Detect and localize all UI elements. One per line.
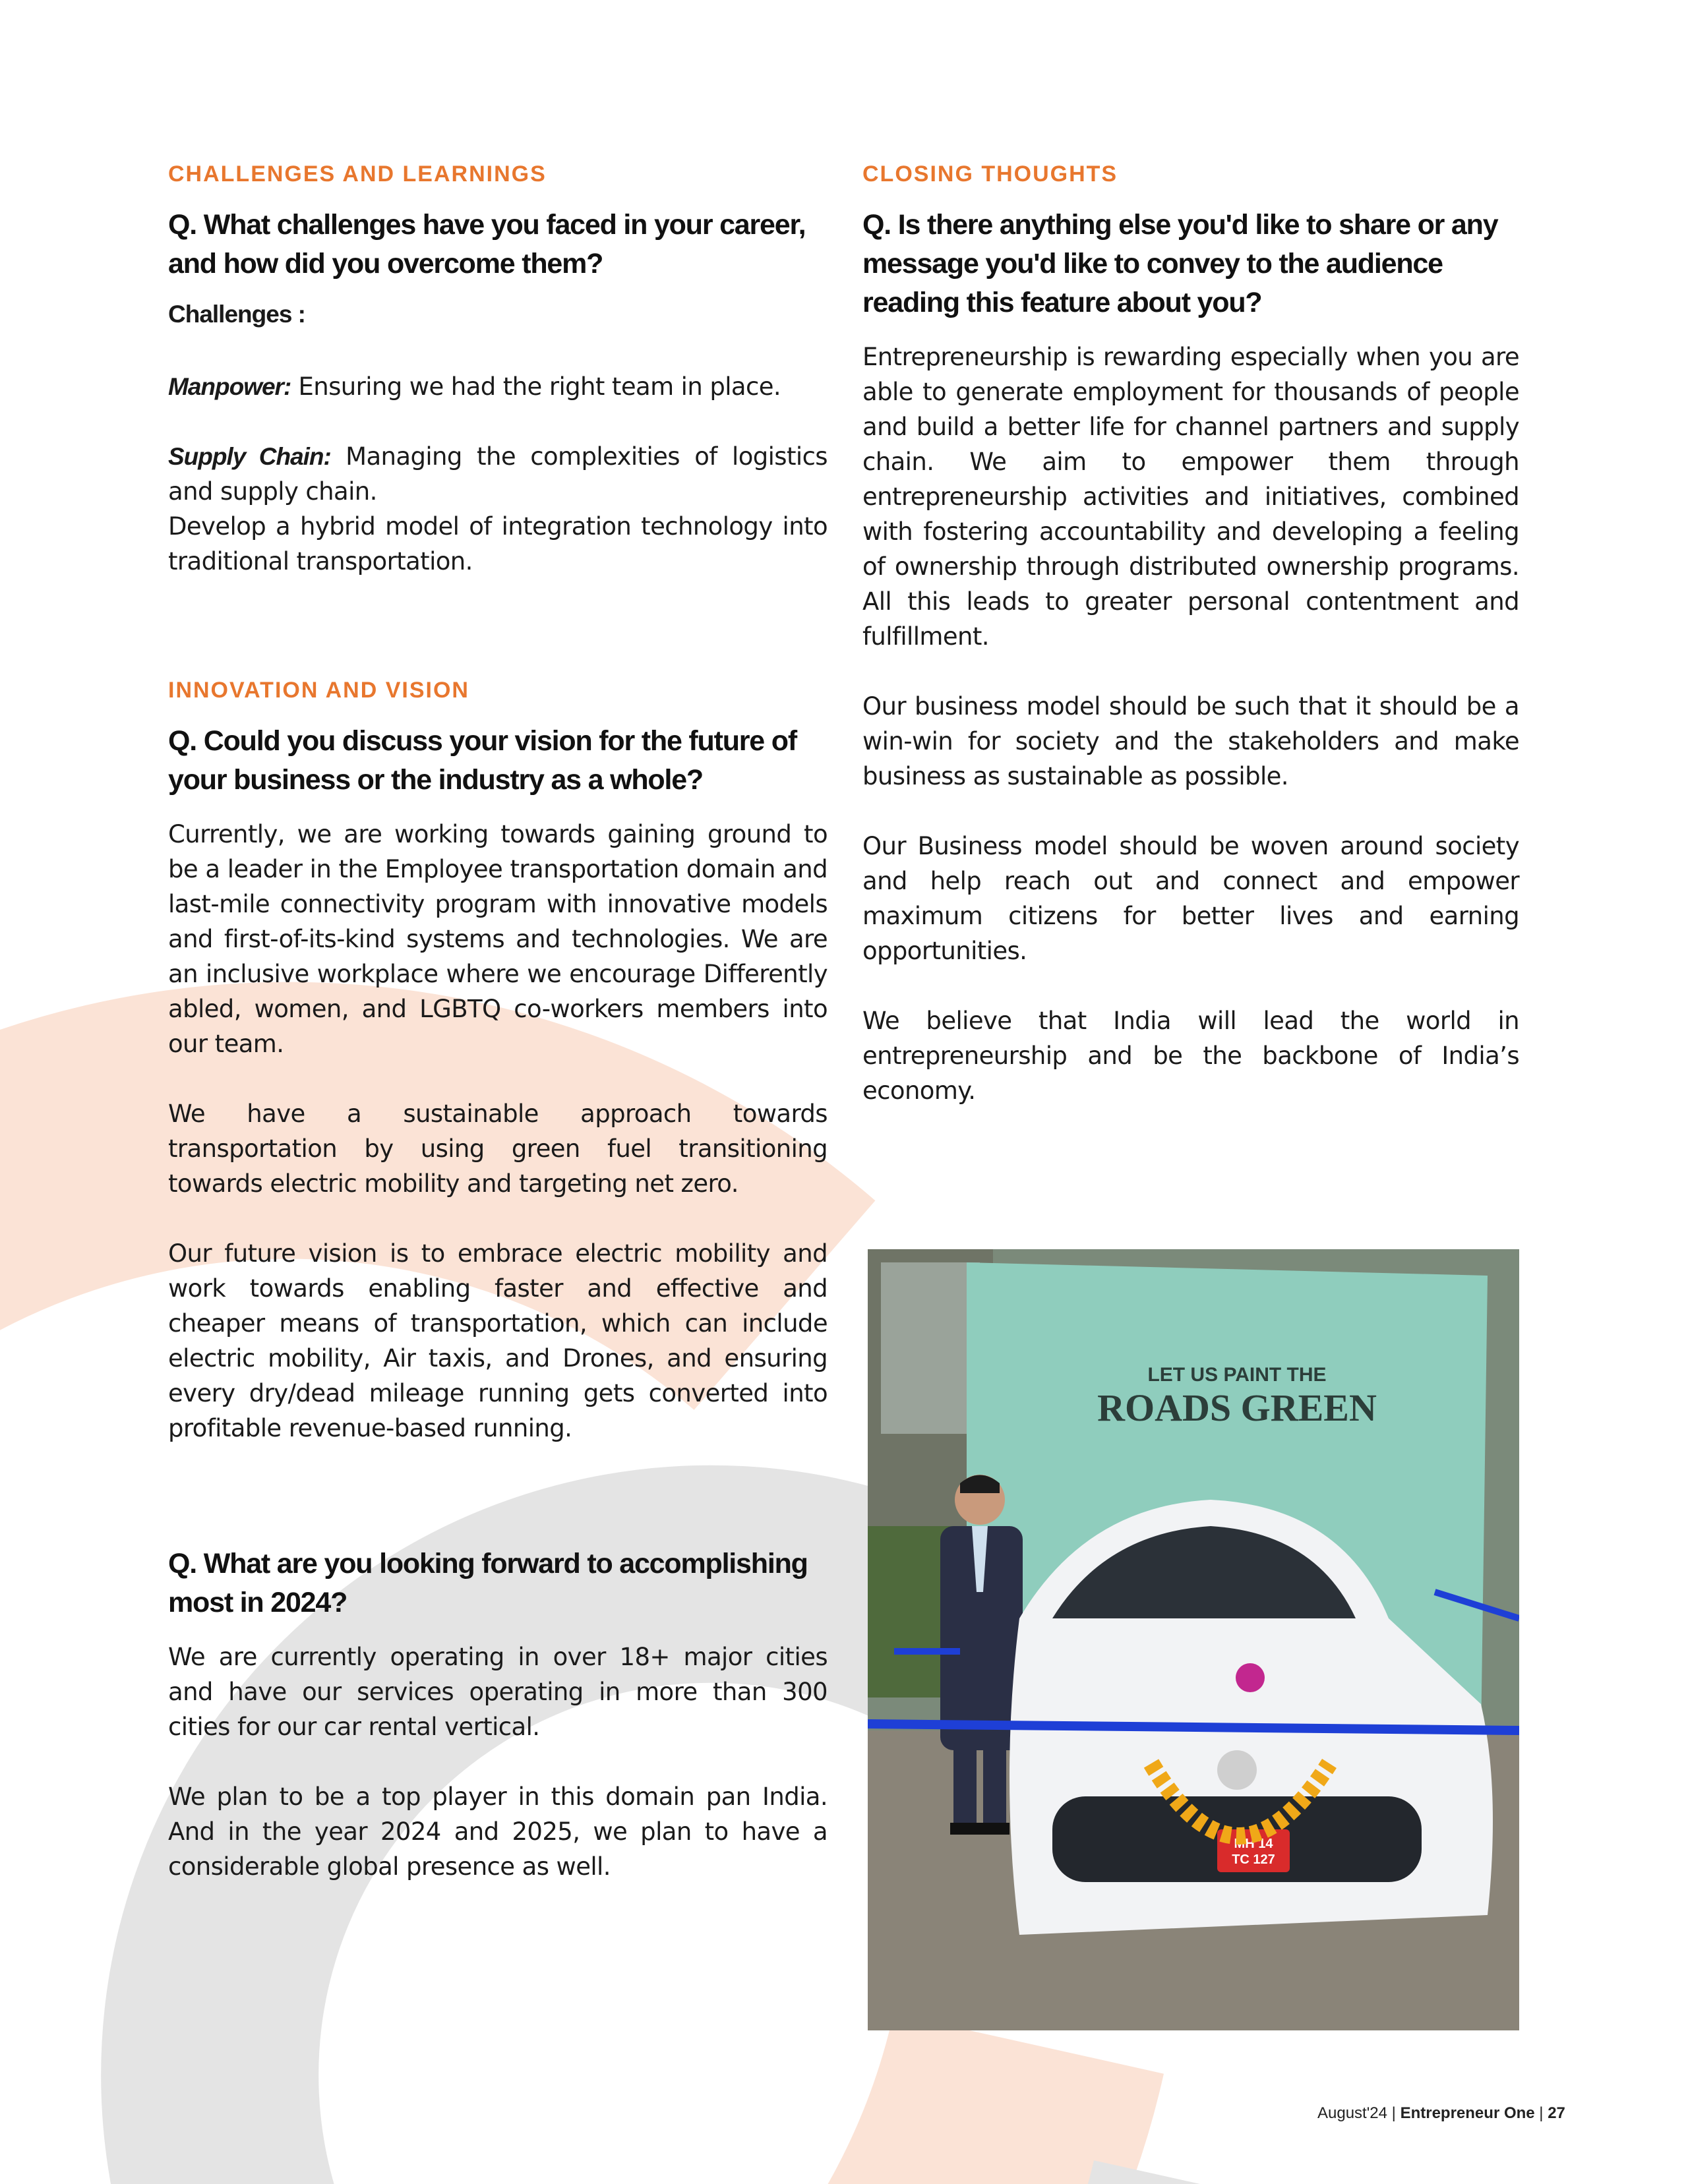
- manpower-text: Ensuring we had the right team in place.: [291, 372, 781, 401]
- question-vision: Q. Could you discuss your vision for the future of your business or the industry as a whole?: [168, 725, 797, 796]
- question-challenges: Q. What challenges have you faced in your career, and how did you overcome them?: [168, 209, 806, 280]
- plate-line1: MH 14: [1234, 1837, 1273, 1851]
- banner-line1: LET US PAINT THE: [1147, 1364, 1327, 1386]
- manpower-label: Manpower:: [168, 373, 291, 400]
- footer-issue: August'24: [1317, 2104, 1387, 2122]
- banner-line2: ROADS GREEN: [1097, 1386, 1377, 1429]
- section-label-closing: CLOSING THOUGHTS: [862, 162, 1118, 187]
- hybrid-model-paragraph: Develop a hybrid model of integration technology into traditional transportation.: [168, 512, 828, 576]
- supply-chain-text: Managing the complexities of logistics and supply chain.: [168, 442, 828, 506]
- closing-paragraph-1: Entrepreneurship is rewarding especially when you are able to generate employment for thousands of people and build a better life for channel partners and supply chain. We aim to empower them through entrepreneurship activities and initiatives, combined with fostering accountability and developing a feeling of ownership through distributed ownership programs. All this leads to greater personal contentment and fulfillment.: [862, 343, 1519, 651]
- question-2024: Q. What are you looking forward to accomplishing most in 2024?: [168, 1548, 808, 1618]
- question-closing: Q. Is there anything else you'd like to share or any message you'd like to convey to the audience reading this feature about you?: [862, 209, 1498, 318]
- forward-paragraph-2: We plan to be a top player in this domain pan India. And in the year 2024 and 2025, we plan to have a considerable global presence as well.: [168, 1783, 828, 1881]
- left-column: [168, 162, 828, 1884]
- closing-paragraph-3: Our Business model should be woven around society and help reach out and connect and empower maximum citizens for better lives and earning opportunities.: [862, 832, 1519, 965]
- right-column: [862, 162, 1519, 1108]
- supply-chain-paragraph: [168, 439, 828, 509]
- footer-page-number: 27: [1548, 2104, 1565, 2122]
- vision-paragraph-3: Our future vision is to embrace electric mobility and work towards enabling faster and effective and cheaper means of transportation, which can include electric mobility, Air taxis, and Drones, and ensuring every dry/dead mileage running gets converted into profitable revenue-based running.: [168, 1239, 828, 1442]
- challenges-subhead: Challenges :: [168, 301, 305, 328]
- footer-separator: |: [1387, 2104, 1401, 2122]
- closing-paragraph-4: We believe that India will lead the world in entrepreneurship and be the backbone of India’s economy.: [862, 1007, 1519, 1105]
- blue-ribbon: [868, 1724, 1519, 1730]
- footer-separator: |: [1534, 2104, 1548, 2122]
- forward-paragraph-1: We are currently operating in over 18+ major cities and have our services operating in more than 300 cities for our car rental vertical.: [168, 1643, 828, 1741]
- section-label-innovation: INNOVATION AND VISION: [168, 678, 469, 703]
- manpower-paragraph: [168, 369, 828, 404]
- closing-paragraph-2: Our business model should be such that it should be a win-win for society and the stakeholders and make business as sustainable as possible.: [862, 692, 1519, 790]
- vision-paragraph-2: We have a sustainable approach towards transportation by using green fuel transitioning towards electric mobility and targeting net zero.: [168, 1100, 828, 1198]
- supply-chain-label: Supply Chain:: [168, 443, 331, 470]
- vision-paragraph-1: Currently, we are working towards gaining ground to be a leader in the Employee transportation domain and last-mile connectivity program with innovative models and first-of-its-kind systems and technologies. We are an inclusive workplace where we encourage Differently abled, women, and LGBTQ co-workers members into our team.: [168, 820, 828, 1058]
- photo-car-launch: [868, 1249, 1519, 2030]
- page-footer: [1317, 2104, 1565, 2123]
- section-label-challenges: CHALLENGES AND LEARNINGS: [168, 162, 547, 187]
- footer-magazine-name: Entrepreneur One: [1400, 2104, 1535, 2122]
- car-launch-illustration: [868, 1249, 1519, 2030]
- plate-line2: TC 127: [1232, 1852, 1275, 1867]
